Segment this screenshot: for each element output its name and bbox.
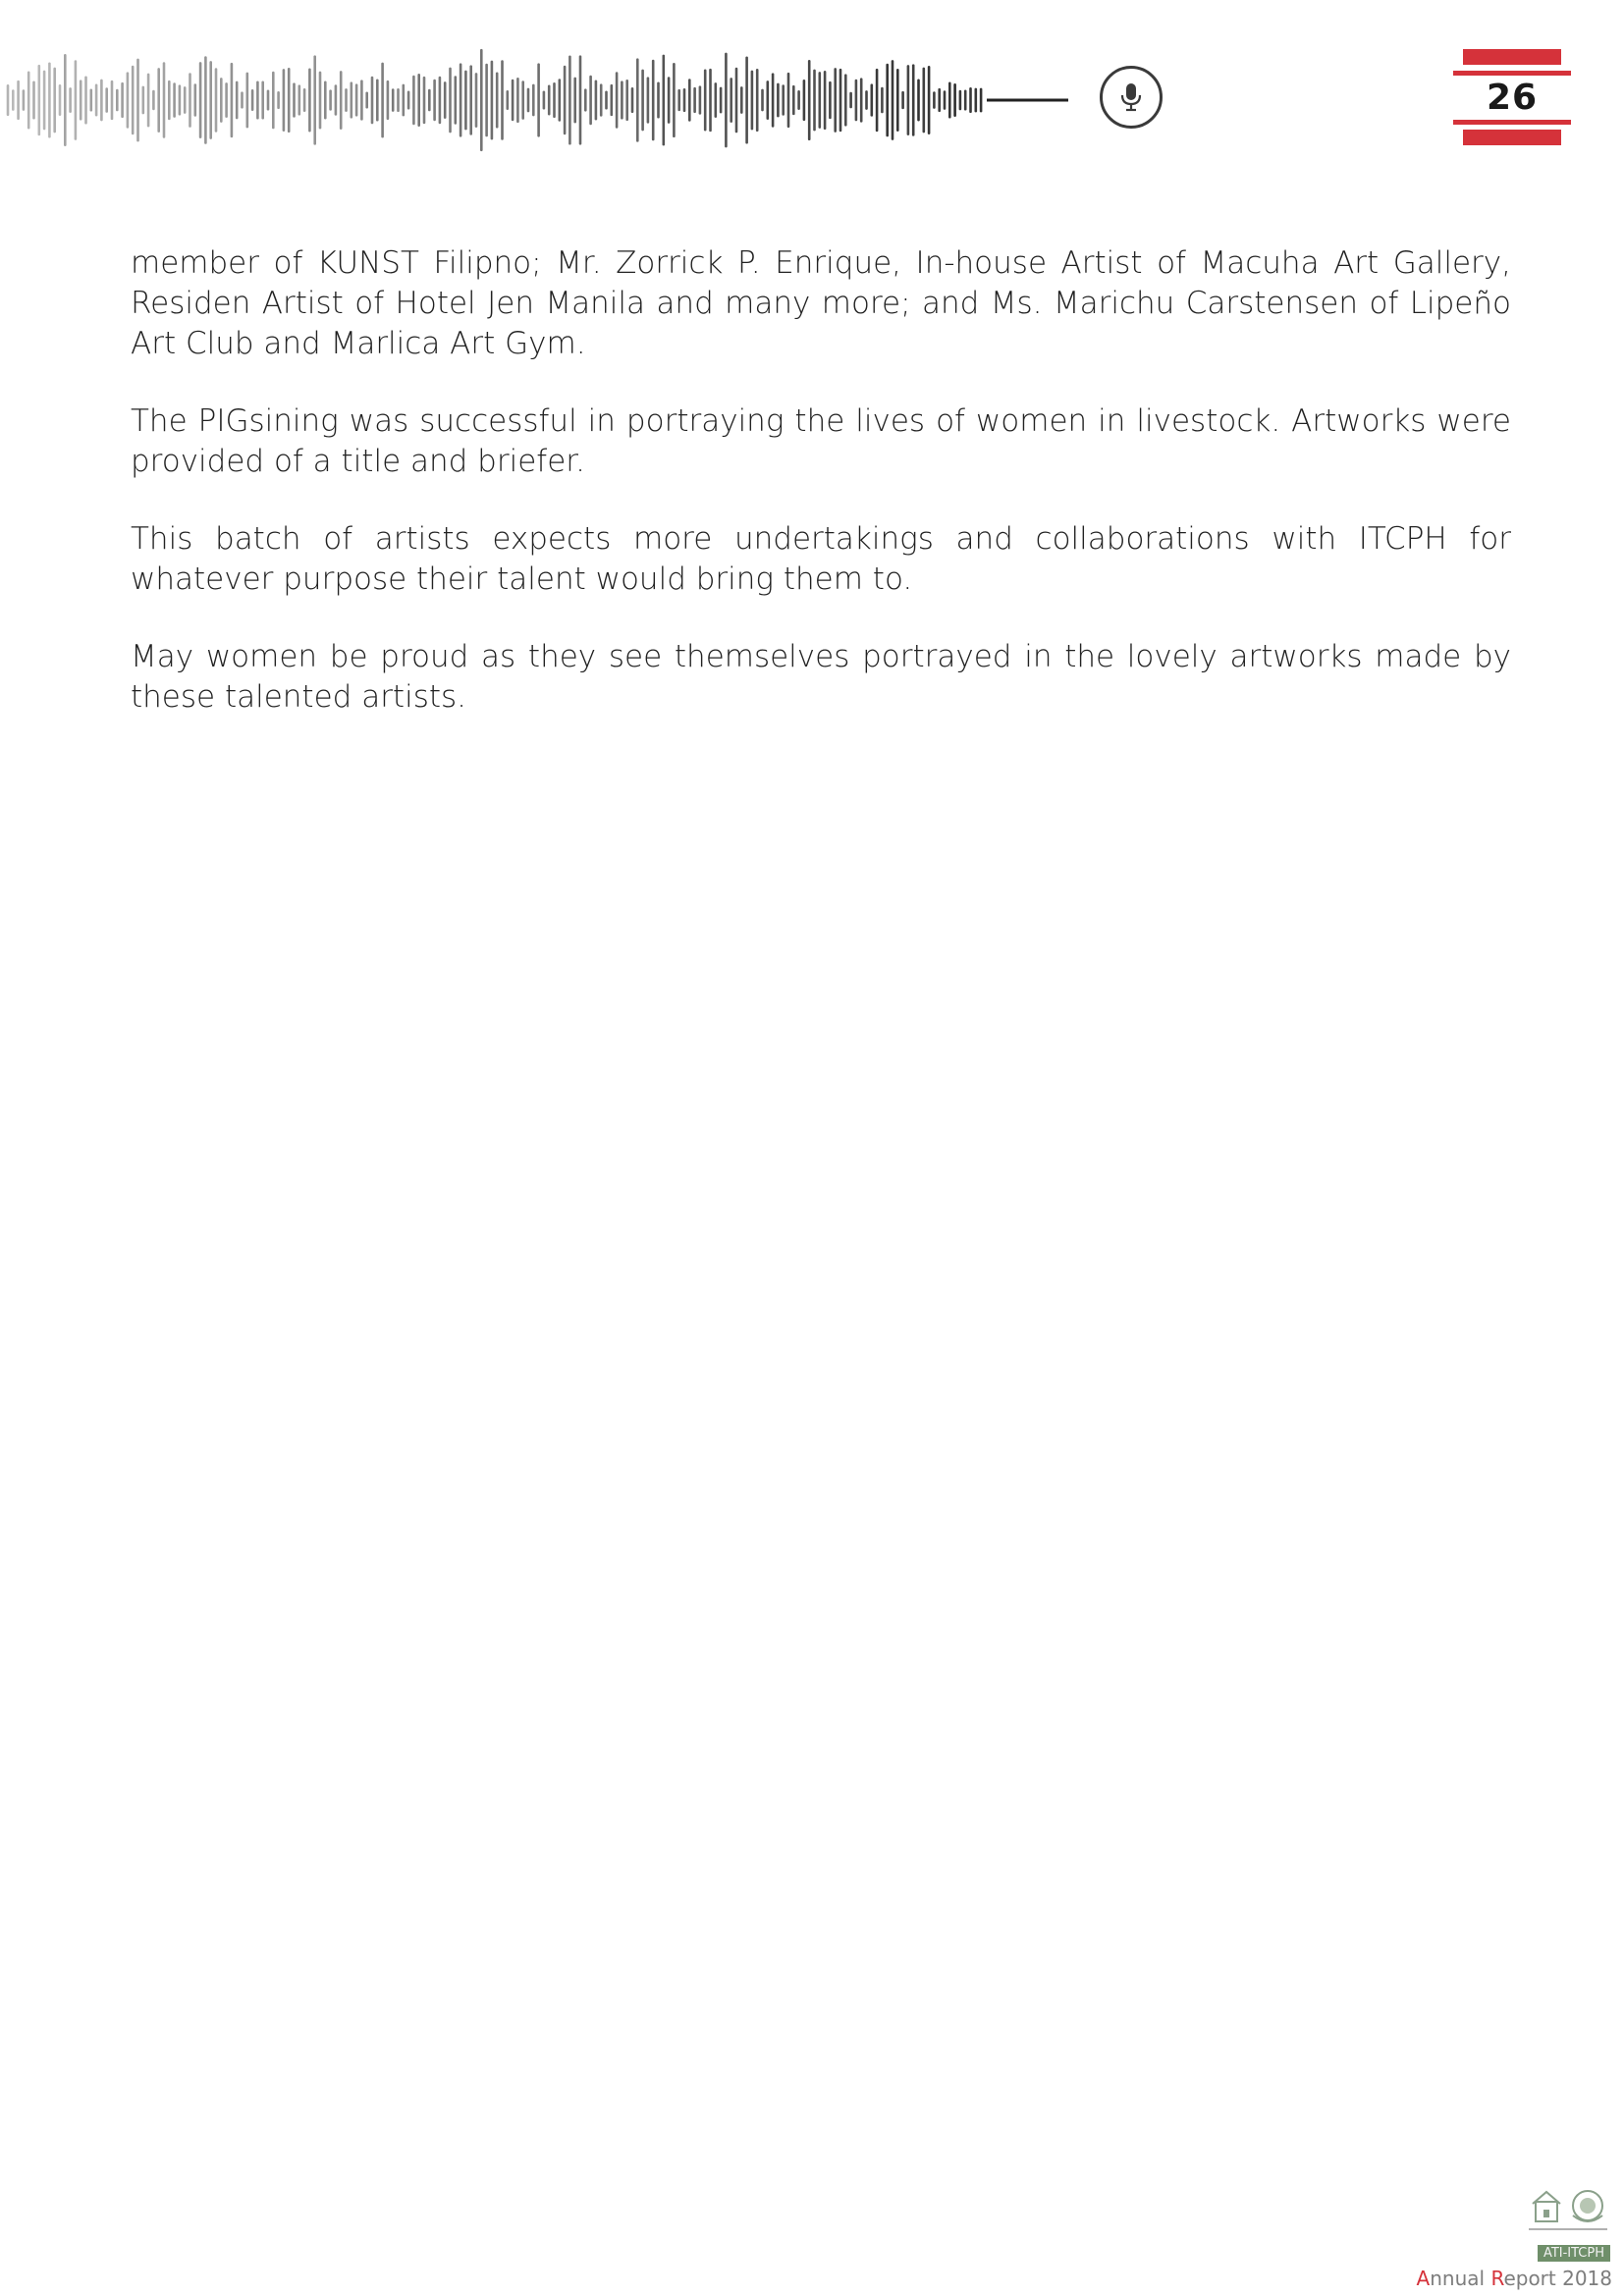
badge-bar	[1453, 120, 1571, 125]
body-text	[131, 243, 1511, 755]
paragraph: member of KUNST Filipno; Mr. Zorrick P. Enrique, In-house Artist of Macuha Art Gallery, Residen Artist of Hotel Jen Manila and many more; and Ms. Marichu Carstensen of Lipeño Art Club and Marlica Art Gym.	[131, 245, 1511, 361]
report-initial: R	[1490, 2267, 1504, 2290]
badge-bar	[1463, 130, 1561, 145]
badge-bar	[1453, 71, 1571, 76]
report-title	[1417, 2267, 1612, 2290]
partner-logos	[1524, 2186, 1612, 2235]
report-text: eport 2018	[1503, 2267, 1612, 2290]
house-logo-icon	[1533, 2192, 1560, 2221]
audio-waveform-graphic	[0, 29, 1070, 177]
page-number: 26	[1486, 78, 1539, 118]
report-initial: A	[1416, 2267, 1431, 2290]
paragraph: May women be proud as they see themselves portrayed in the lovely artworks made by these talented artists.	[131, 639, 1511, 715]
paragraph: The PIGsining was successful in portraying the lives of women in livestock. Artworks were provided of a title and briefer.	[131, 403, 1511, 479]
page-header	[0, 0, 1624, 177]
badge-bar	[1463, 49, 1561, 65]
paragraph: This batch of artists expects more undertakings and collaborations with ITCPH for whatever purpose their talent would bring them to.	[131, 521, 1511, 597]
microphone-button[interactable]	[1100, 66, 1163, 129]
wreath-logo-icon	[1573, 2191, 1602, 2221]
microphone-icon	[1119, 82, 1143, 112]
report-text: nnual	[1430, 2267, 1491, 2290]
org-label: ATI-ITCPH	[1538, 2245, 1610, 2262]
page-number-badge	[1453, 49, 1571, 149]
page-footer	[1386, 2186, 1612, 2294]
